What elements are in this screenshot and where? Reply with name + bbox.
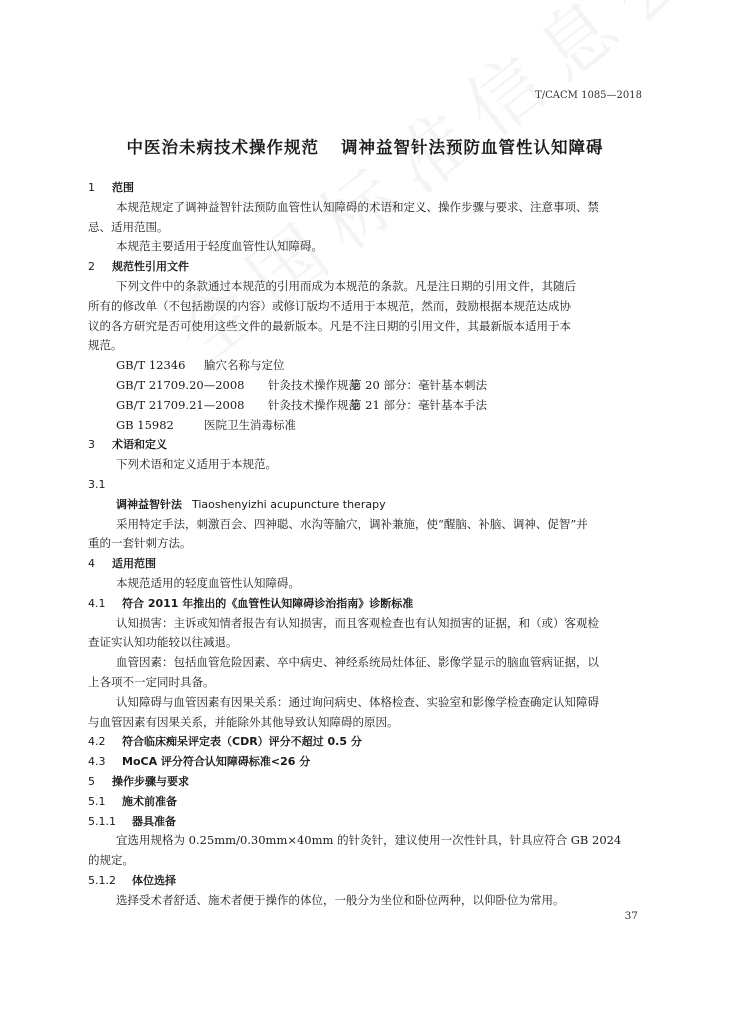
reference-item: GB 15982 医院卫生消毒标准 — [116, 417, 296, 432]
term-entry: 调神益智针法 Tiaoshenyizhi acupuncture therapy — [116, 497, 386, 511]
paragraph-line: 忌、适用范围。 — [88, 219, 169, 234]
paragraph-line: 本规范规定了调神益智针法预防血管性认知障碍的术语和定义、操作步骤与要求、注意事项、禁 — [116, 199, 599, 214]
subsection-heading: 4.2 符合临床痴呆评定表（CDR）评分不超过 0.5 分 — [88, 735, 362, 749]
paragraph-line: 本规范主要适用于轻度血管性认知障碍。 — [116, 239, 323, 254]
subsection-heading: 4.1 符合 2011 年推出的《血管性认知障碍诊治指南》诊断标准 — [88, 596, 414, 610]
reference-item: GB/T 12346 腧穴名称与定位 — [116, 358, 285, 373]
subsection-heading: 5.1 施术前准备 — [88, 794, 177, 808]
section-heading: 2 规范性引用文件 — [88, 260, 189, 274]
subsection-heading: 5.1.2 体位选择 — [88, 873, 176, 887]
paragraph-line: 规范。 — [88, 338, 123, 353]
paragraph-line: 重的一套针刺方法。 — [88, 536, 192, 551]
paragraph-line: 选择受术者舒适、施术者便于操作的体位，一般分为坐位和卧位两种，以仰卧位为常用。 — [116, 892, 565, 907]
paragraph-line: 的规定。 — [88, 853, 134, 868]
subsection-heading: 4.3 MoCA 评分符合认知障碍标准<26 分 — [88, 755, 311, 769]
section-heading: 4 适用范围 — [88, 557, 156, 571]
paragraph-line: 宜选用规格为 0.25mm/0.30mm×40mm 的针灸针，建议使用一次性针具，针具应符合 GB 2024 — [116, 833, 622, 848]
paragraph-line: 认知损害：主诉或知情者报告有认知损害，而且客观检查也有认知损害的证据，和（或）客观检 — [116, 615, 599, 630]
document-code: T/CACM 1085—2018 — [535, 90, 642, 101]
subsection-number: 3.1 — [88, 477, 106, 491]
section-heading: 1 范围 — [88, 181, 134, 194]
paragraph-line: 查证实认知功能较以往减退。 — [88, 635, 238, 650]
paragraph-line: 血管因素：包括血管危险因素、卒中病史、神经系统局灶体征、影像学显示的脑血管病证据，以 — [116, 655, 599, 670]
paragraph-line: 与血管因素有因果关系，并能除外其他导致认知障碍的原因。 — [88, 714, 399, 729]
paragraph-line: 下列文件中的条款通过本规范的引用而成为本规范的条款。凡是注日期的引用文件，其随后 — [116, 278, 576, 293]
paragraph-line: 本规范适用的轻度血管性认知障碍。 — [116, 575, 300, 590]
paragraph-line: 议的各方研究是否可使用这些文件的最新版本。凡是不注日期的引用文件，其最新版本适用于本 — [88, 318, 571, 333]
paragraph-line: 上各项不一定同时具备。 — [88, 674, 215, 689]
subsection-heading: 5.1.1 器具准备 — [88, 814, 176, 828]
paragraph-line: 下列术语和定义适用于本规范。 — [116, 457, 277, 472]
section-heading: 3 术语和定义 — [88, 438, 167, 452]
title-sub: 调神益智针法预防血管性认知障碍 — [341, 138, 604, 157]
page-number: 37 — [624, 910, 638, 922]
reference-item: GB/T 21709.20—2008 针灸技术操作规范第 20 部分：毫针基本刺法 — [116, 377, 487, 392]
section-heading: 5 操作步骤与要求 — [88, 774, 189, 788]
reference-item: GB/T 21709.21—2008 针灸技术操作规范第 21 部分：毫针基本手法 — [116, 397, 487, 412]
document-body — [88, 178, 642, 910]
paragraph-line: 认知障碍与血管因素有因果关系：通过询问病史、体格检查、实验室和影像学检查确定认知障碍 — [116, 694, 599, 709]
paragraph-line: 所有的修改单（不包括勘误的内容）或修订版均不适用于本规范，然而，鼓励根据本规范达成协 — [88, 298, 571, 313]
title-main: 中医治未病技术操作规范 — [126, 138, 319, 157]
document-title — [0, 134, 730, 158]
paragraph-line: 采用特定手法，刺激百会、四神聪、水沟等腧穴，调补兼施，使“醒脑、补脑、调神、促智”并 — [116, 516, 588, 531]
